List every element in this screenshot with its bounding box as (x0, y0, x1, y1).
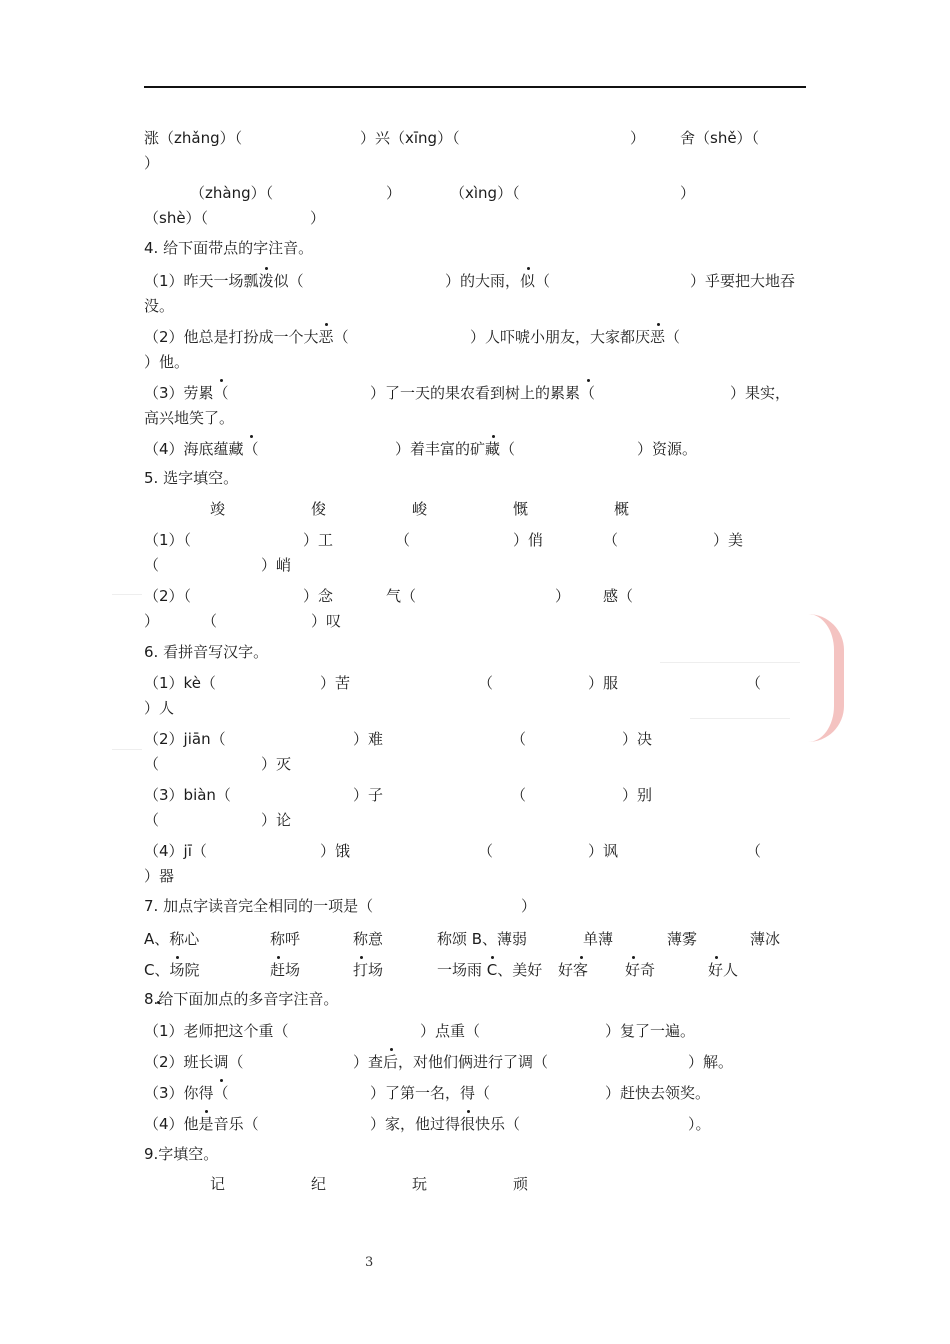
text-line (0, 152, 950, 174)
text-segment: （2）jiān（ (144, 730, 226, 748)
text-line (0, 610, 950, 632)
text-segment: 8.给下面加点的多音字注音。 (144, 990, 339, 1008)
text-line (0, 127, 950, 149)
text-segment: 单薄 (583, 930, 614, 948)
text-line (0, 988, 950, 1010)
text-segment: （1）老师把这个重（ (144, 1022, 289, 1040)
text-segment: ）着丰富的矿藏（ (395, 440, 516, 458)
text-segment: 7. 加点字读音完全相同的一项是（ (144, 897, 374, 915)
text-segment: 赶场 (270, 961, 301, 979)
text-segment: ）俏 (513, 531, 544, 549)
text-segment: （shè）（ (144, 209, 209, 227)
text-segment: （1）kè（ (144, 674, 216, 692)
text-segment: （3）biàn（ (144, 786, 231, 804)
text-segment: ）赶快去领奖。 (605, 1084, 711, 1102)
text-segment: （2）他总是打扮成一个大恶（ (144, 328, 349, 346)
text-segment: ）。 (688, 1115, 711, 1133)
text-segment: （2）（ (144, 587, 192, 605)
text-segment: （2）班长调（ (144, 1053, 244, 1071)
text-segment: ）了一天的果农看到树上的累累（ (370, 384, 596, 402)
text-segment: 竣 (210, 500, 226, 518)
text-segment: （3）劳累（ (144, 384, 229, 402)
emphasis-dot-char: 好 (625, 961, 641, 979)
text-segment: （4）jī（ (144, 842, 207, 860)
text-segment: 慨 (513, 500, 529, 518)
text-segment: 薄雾 (667, 930, 698, 948)
text-segment: ）服 (588, 674, 619, 692)
text-segment: （1）（ (144, 531, 192, 549)
emphasis-dot-char: 场 (169, 961, 185, 979)
text-line (0, 840, 950, 862)
text-segment: ）解。 (688, 1053, 734, 1071)
text-segment: ）饿 (320, 842, 351, 860)
text-segment: （ (603, 531, 619, 549)
emphasis-dot-char: 是 (198, 1115, 214, 1133)
text-segment: （ (511, 730, 527, 748)
text-segment: （1）昨天一场瓢泼似（ (144, 272, 304, 290)
text-segment: 记 (210, 1175, 226, 1193)
emphasis-dot-char: 很 (460, 1115, 476, 1133)
text-segment: 打场 (353, 961, 384, 979)
text-segment: 4. 给下面带点的字注音。 (144, 239, 314, 257)
text-segment: （ (746, 674, 762, 692)
text-segment: 一场雨 C、美好 (437, 961, 543, 979)
text-segment: 纪 (311, 1175, 327, 1193)
text-segment: （ (395, 531, 411, 549)
text-segment: ）果实， (730, 384, 791, 402)
text-segment: ）乎要把大地吞 (690, 272, 796, 290)
text-segment: （ (202, 612, 218, 630)
text-segment: （zhàng）（ (190, 184, 274, 202)
text-line (0, 351, 950, 373)
text-line (0, 753, 950, 775)
emphasis-dot-char: 赶 (270, 961, 286, 979)
emphasis-dot-char: 打 (353, 961, 369, 979)
text-line (0, 928, 950, 950)
text-segment: ）资源。 (637, 440, 698, 458)
text-segment: （4）他是音乐（ (144, 1115, 259, 1133)
text-segment: ）峭 (261, 556, 292, 574)
text-segment: ）了第一名，得（ (370, 1084, 491, 1102)
emphasis-dot-char: 似 (520, 272, 536, 290)
text-segment: ）美 (713, 531, 744, 549)
text-line (0, 1020, 950, 1042)
emphasis-dot-char: 后 (383, 1053, 399, 1071)
emphasis-dot-char: （ (580, 384, 596, 402)
text-line (0, 498, 950, 520)
text-segment: 玩 (412, 1175, 428, 1193)
emphasis-dot-char: C (486, 961, 498, 979)
text-line (0, 529, 950, 551)
text-segment: ）讽 (588, 842, 619, 860)
text-segment: （ (144, 811, 160, 829)
text-segment: 5. 选字填空。 (144, 469, 239, 487)
text-segment: 高兴地笑了。 (144, 409, 235, 427)
text-segment: 好客 (558, 961, 589, 979)
emphasis-dot-char: （ (243, 440, 259, 458)
text-segment: ） (555, 587, 571, 605)
text-segment: （ (144, 755, 160, 773)
text-segment: ）念 (303, 587, 334, 605)
text-segment: ）别 (622, 786, 653, 804)
text-segment: ）复了一遍。 (605, 1022, 696, 1040)
text-segment: ）苦 (320, 674, 351, 692)
text-segment: （ (478, 674, 494, 692)
text-segment: 顽 (513, 1175, 529, 1193)
text-segment: ）难 (353, 730, 384, 748)
text-line (0, 865, 950, 887)
text-line (0, 1173, 950, 1195)
page-number: 3 (365, 1255, 374, 1270)
emphasis-dot-char: 客 (573, 961, 589, 979)
text-line (0, 1113, 950, 1135)
emphasis-dot-char: 藏 (485, 440, 501, 458)
text-segment: ） (310, 209, 326, 227)
text-segment: A、称心 (144, 930, 200, 948)
text-segment: ）决 (622, 730, 653, 748)
text-segment: ） (521, 897, 537, 915)
text-segment: 概 (614, 500, 630, 518)
text-line (0, 407, 950, 429)
text-segment: ）兴（xīng）（ (360, 129, 460, 147)
text-line (0, 270, 950, 292)
text-segment: ） (630, 129, 646, 147)
text-segment: ）灭 (261, 755, 292, 773)
text-segment: ）人 (144, 699, 175, 717)
text-segment: 涨（zhǎng）（ (144, 129, 243, 147)
text-line (0, 728, 950, 750)
text-line (0, 554, 950, 576)
text-line (0, 1082, 950, 1104)
text-segment: ） (144, 612, 160, 630)
text-segment: （ (144, 556, 160, 574)
text-segment: ）家，他过得很快乐（ (370, 1115, 521, 1133)
text-segment: 好人 (708, 961, 739, 979)
text-segment: （ (746, 842, 762, 860)
text-segment: ）他。 (144, 353, 190, 371)
text-line (0, 809, 950, 831)
text-line (0, 672, 950, 694)
text-line (0, 585, 950, 607)
text-segment: ） (386, 184, 402, 202)
text-line (0, 641, 950, 663)
text-segment: ）的大雨，似（ (445, 272, 551, 290)
text-segment: ）叹 (311, 612, 342, 630)
text-segment: ）点重（ (420, 1022, 481, 1040)
emphasis-dot-char: 恶 (650, 328, 666, 346)
header-rule (144, 86, 806, 88)
text-line (0, 1051, 950, 1073)
text-segment: ）工 (303, 531, 334, 549)
text-line (0, 382, 950, 404)
text-line (0, 697, 950, 719)
text-segment: 称呼 (270, 930, 301, 948)
text-segment: 薄冰 (750, 930, 781, 948)
text-segment: （xìng）（ (450, 184, 520, 202)
text-segment: 称意 (353, 930, 384, 948)
text-line (0, 182, 950, 204)
text-line (0, 1143, 950, 1165)
text-line (0, 467, 950, 489)
text-segment: C、场院 (144, 961, 200, 979)
text-segment: 6. 看拼音写汉字。 (144, 643, 269, 661)
text-segment: 气（ (386, 587, 417, 605)
text-line (0, 784, 950, 806)
text-segment: 好奇 (625, 961, 656, 979)
text-segment: （ (511, 786, 527, 804)
text-segment: ）论 (261, 811, 292, 829)
text-segment: 峻 (412, 500, 428, 518)
text-segment: 舍（shě）（ (680, 129, 760, 147)
text-line (0, 959, 950, 981)
text-line (0, 295, 950, 317)
text-segment: 感（ (603, 587, 634, 605)
emphasis-dot-char: （ (213, 1084, 229, 1102)
text-segment: 俊 (311, 500, 327, 518)
emphasis-dot-char: 好 (708, 961, 724, 979)
text-line (0, 438, 950, 460)
emphasis-dot-char: 恶 (318, 328, 334, 346)
text-line (0, 207, 950, 229)
text-segment: （4）海底蕴藏（ (144, 440, 259, 458)
text-segment: ）器 (144, 867, 175, 885)
text-segment: 称颂 B、薄弱 (437, 930, 528, 948)
text-line (0, 326, 950, 348)
text-line (0, 895, 950, 917)
text-segment: （3）你得（ (144, 1084, 229, 1102)
emphasis-dot-char: （ (213, 384, 229, 402)
text-segment: ）查后，对他们俩进行了调（ (353, 1053, 549, 1071)
text-segment: ）人吓唬小朋友，大家都厌恶（ (470, 328, 681, 346)
text-segment: 9.字填空。 (144, 1145, 219, 1163)
text-segment: ） (144, 154, 160, 172)
emphasis-dot-char: 泼 (258, 272, 274, 290)
text-line (0, 237, 950, 259)
text-segment: 没。 (144, 297, 175, 315)
text-segment: ）子 (353, 786, 384, 804)
text-segment: ） (680, 184, 696, 202)
text-segment: （ (478, 842, 494, 860)
